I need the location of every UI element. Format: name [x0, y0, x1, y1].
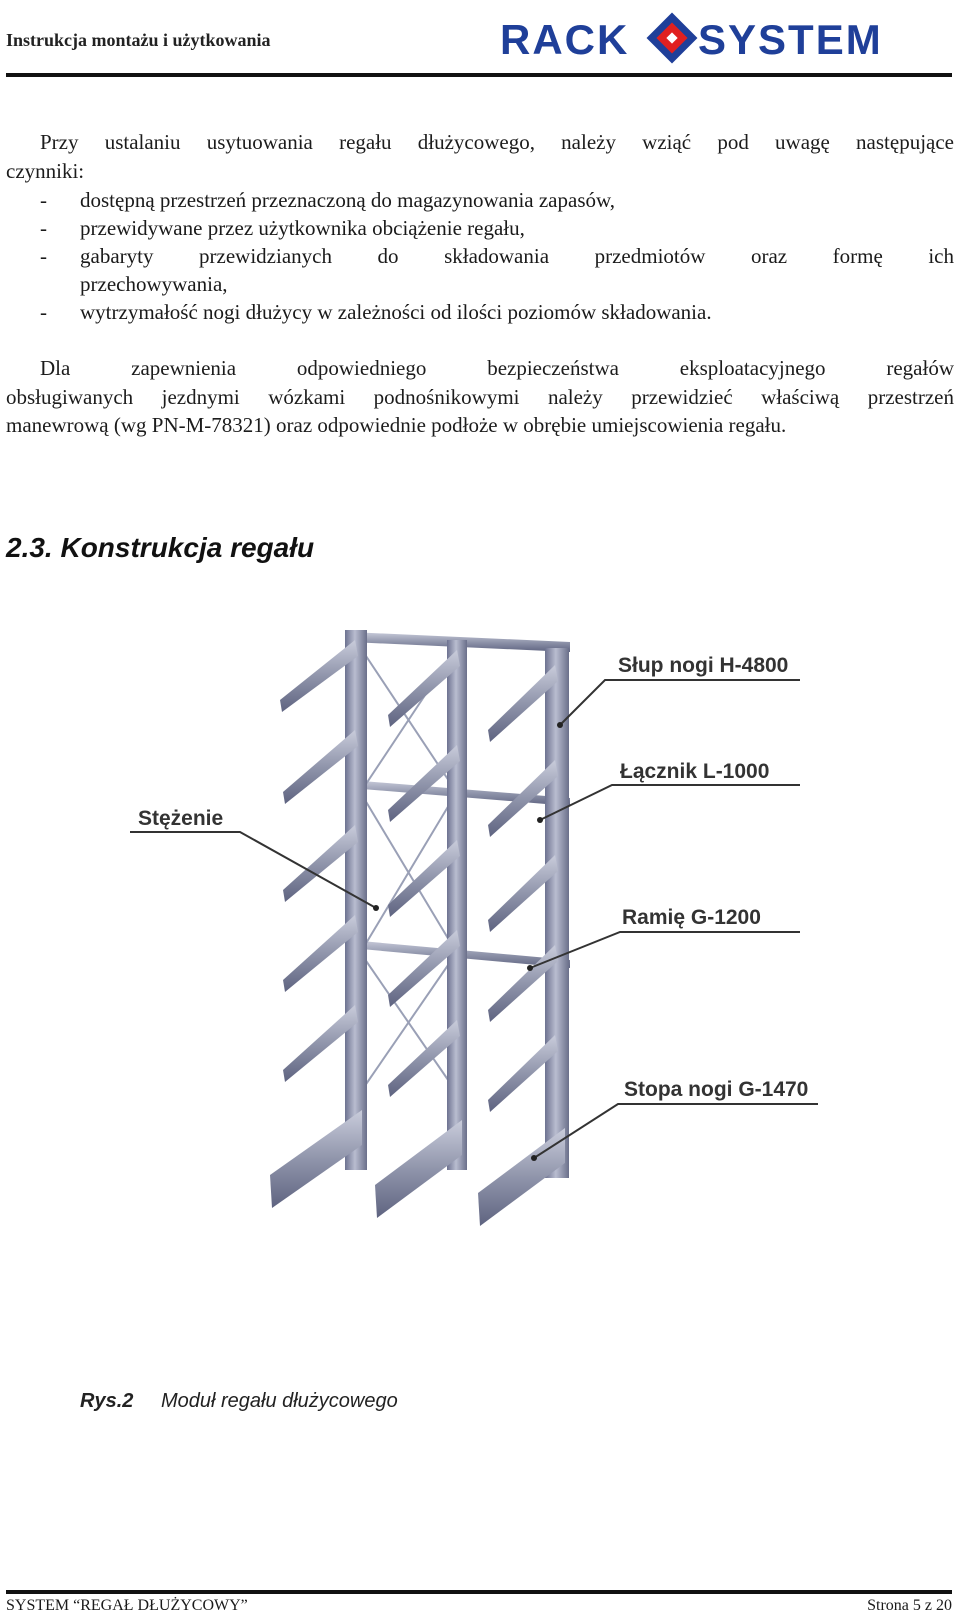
figure-number: Rys.2: [80, 1390, 134, 1412]
figure-caption: [80, 1390, 398, 1413]
cantilever-rack-figure: [0, 610, 960, 1250]
safety-line-2: obsługiwanych jezdnymi wózkami podnośnikowymi należy przewidzieć właściwą przestrzeń: [6, 385, 954, 409]
safety-line-1: Dla zapewnienia odpowiedniego bezpieczeństwa eksploatacyjnego regałów: [40, 356, 954, 380]
safety-paragraph: [6, 354, 954, 383]
intro-paragraph: [6, 128, 954, 157]
footer-page-number: Strona 5 z 20: [867, 1597, 952, 1614]
header-divider: [6, 73, 952, 77]
rack-posts: [345, 630, 569, 1178]
logo-text-system: SYSTEM: [698, 16, 883, 63]
list-item-text: przewidywane przez użytkownika obciążenie regału,: [80, 216, 525, 240]
rack-base-feet: [270, 1110, 565, 1226]
label-post: Słup nogi H-4800: [618, 654, 789, 677]
intro-line-2: czynniki:: [6, 159, 85, 183]
list-item-text: gabaryty przewidzianych do składowania przedmiotów oraz formę ich: [80, 244, 954, 268]
safety-line-3: manewrową (wg PN-M-78321) oraz odpowiednie podłoże w obrębie umiejscowienia regału.: [6, 413, 787, 437]
list-bullet: -: [40, 300, 47, 324]
label-arm: Ramię G-1200: [622, 906, 761, 929]
footer-document-name: SYSTEM “REGAŁ DŁUŻYCOWY”: [6, 1597, 248, 1614]
list-item-text: dostępną przestrzeń przeznaczoną do magazynowania zapasów,: [80, 188, 616, 212]
list-bullet: -: [40, 216, 47, 240]
list-bullet: -: [40, 244, 47, 268]
list-item-text: przechowywania,: [80, 272, 228, 296]
label-bracing: Stężenie: [138, 807, 224, 830]
document-header-title: Instrukcja montażu i użytkowania: [6, 30, 271, 50]
logo-text-rack: RACK: [500, 16, 630, 63]
figure-caption-text: Moduł regału dłużycowego: [160, 1390, 398, 1412]
rack-system-logo: [500, 4, 952, 72]
label-connector: Łącznik L-1000: [620, 760, 770, 783]
list-bullet: -: [40, 188, 47, 212]
label-base: Stopa nogi G-1470: [624, 1078, 809, 1101]
section-heading: 2.3. Konstrukcja regału: [6, 532, 315, 563]
footer-divider: [6, 1590, 952, 1594]
logo-diamond-icon: [647, 13, 698, 64]
intro-line-1: Przy ustalaniu usytuowania regału dłużycowego, należy wziąć pod uwagę następujące: [40, 130, 954, 154]
safety-line-2-wrap: [6, 383, 954, 412]
rack-arms: [280, 640, 558, 1112]
list-item-text: wytrzymałość nogi dłużycy w zależności od ilości poziomów składowania.: [80, 300, 712, 324]
